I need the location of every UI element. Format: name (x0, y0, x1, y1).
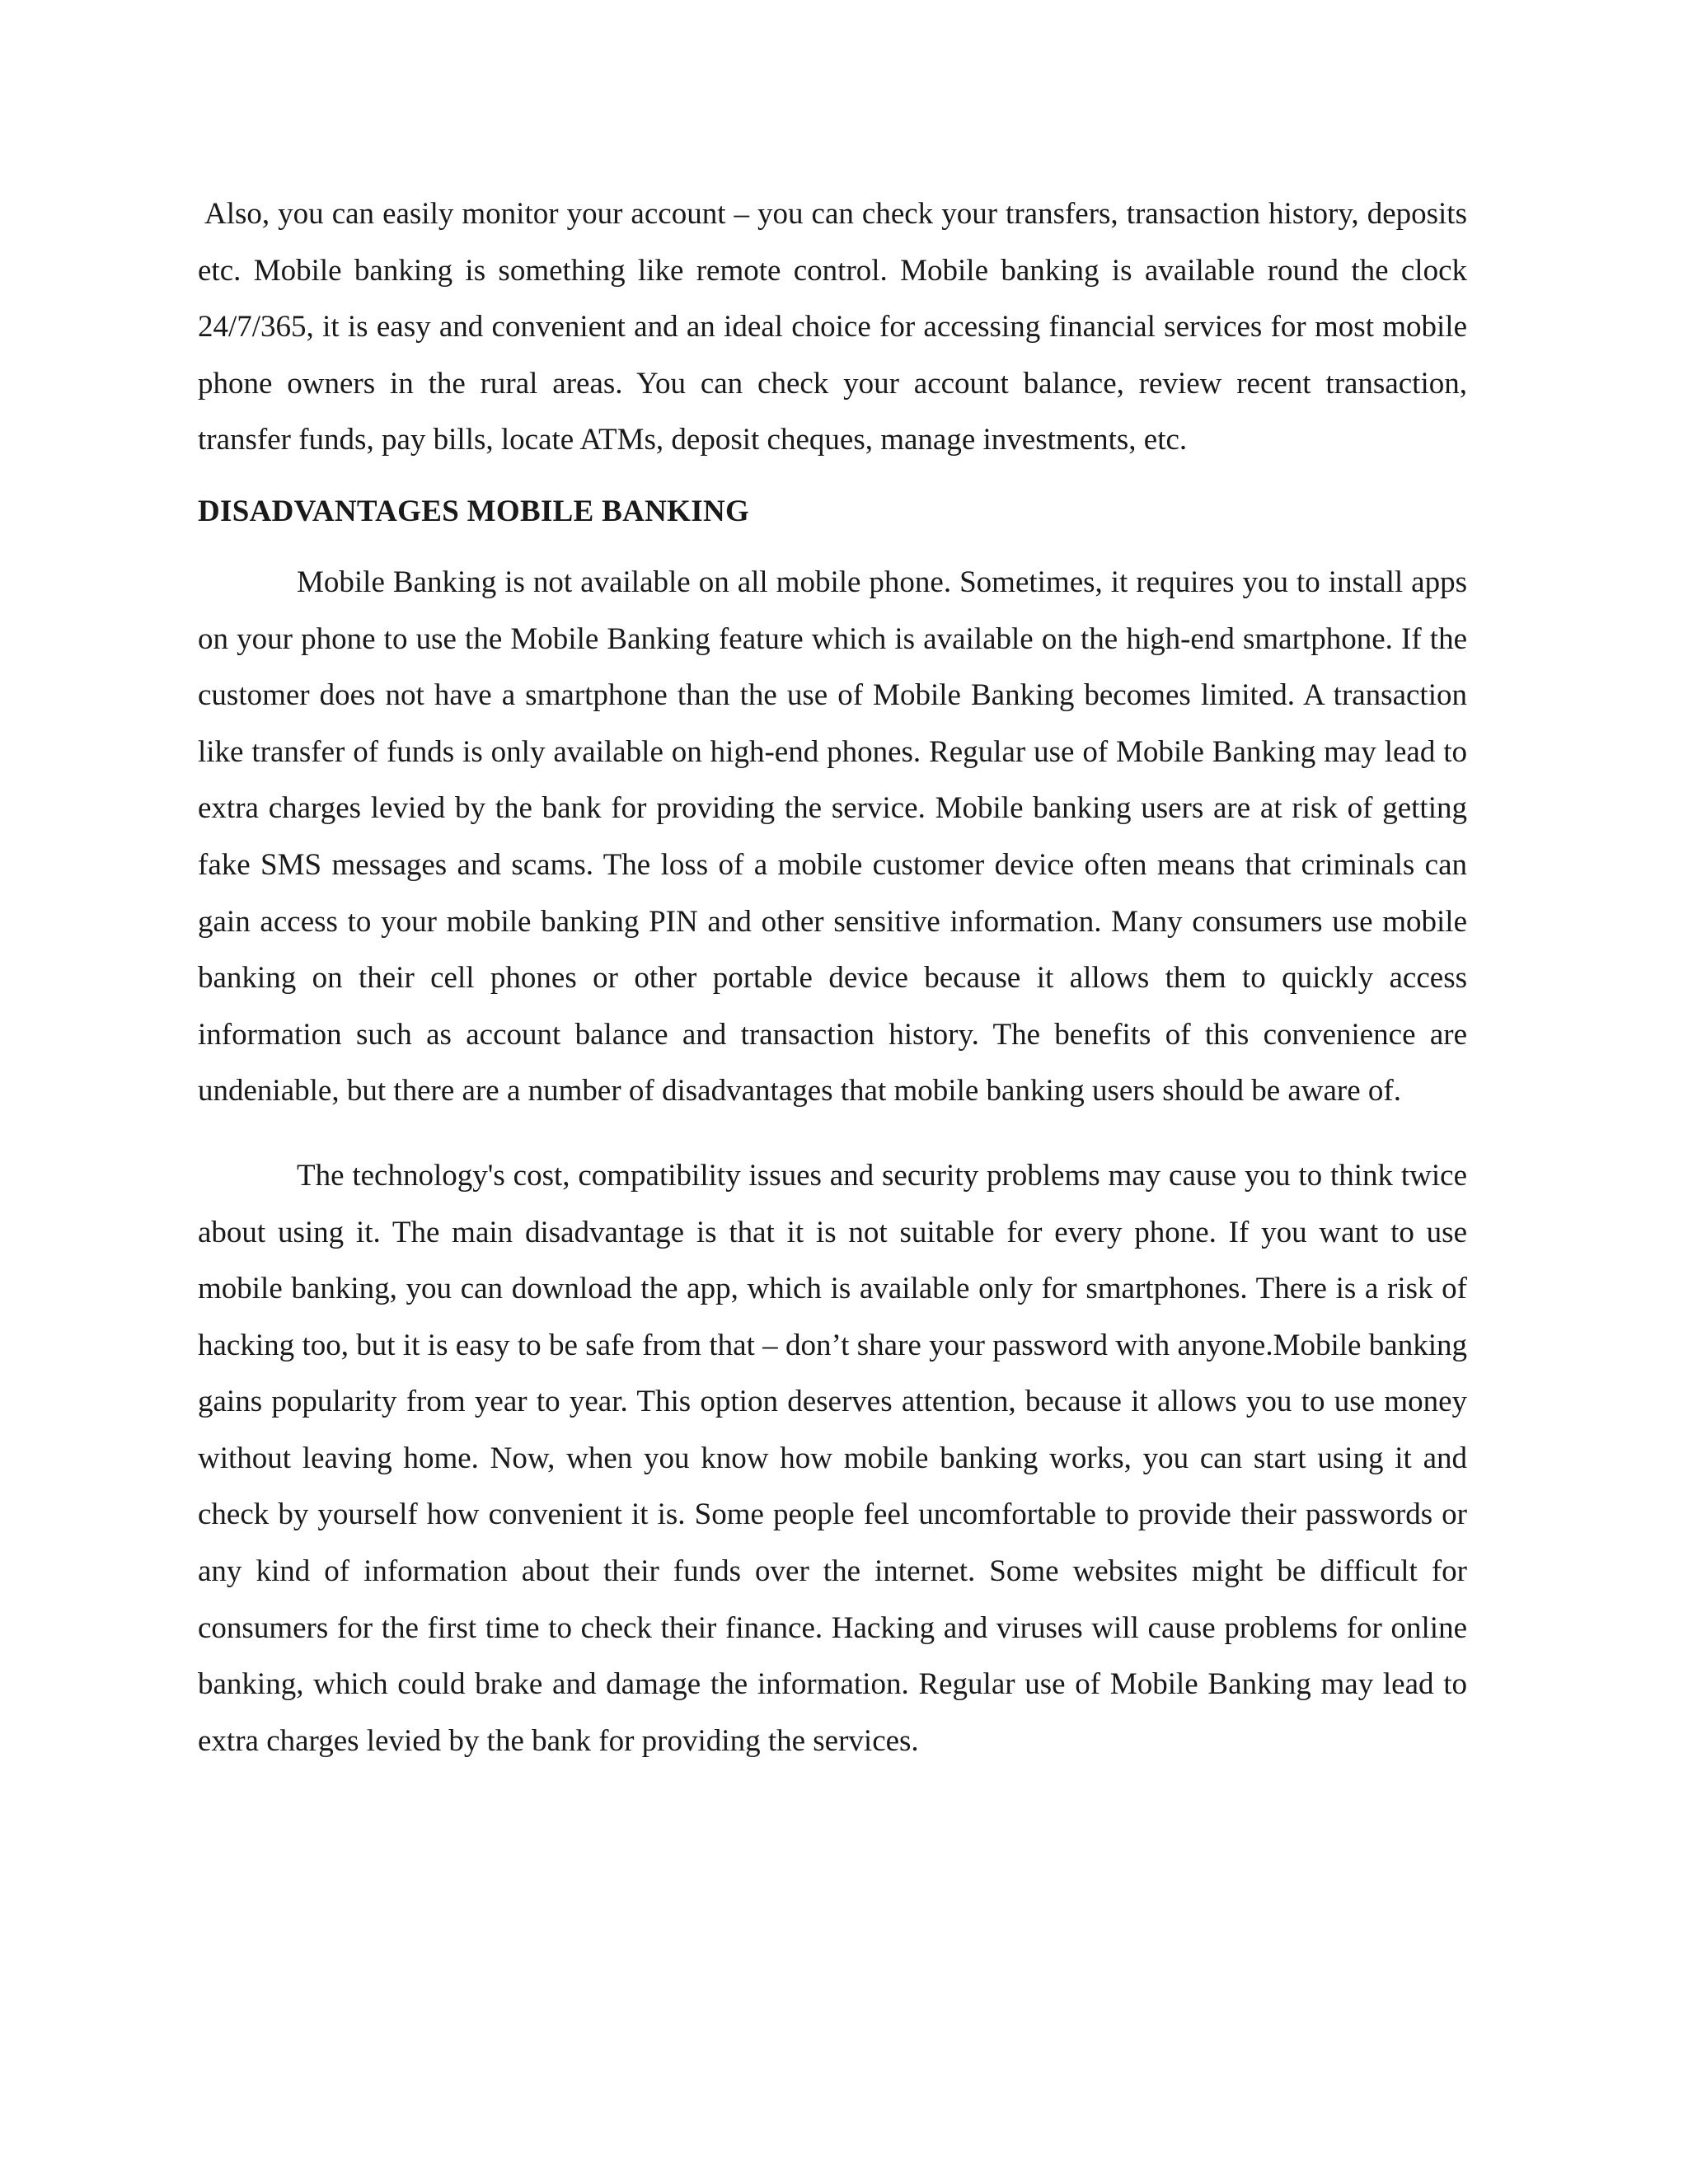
section-heading-disadvantages: DISADVANTAGES MOBILE BANKING (198, 494, 750, 528)
paragraph-intro: Also, you can easily monitor your account – you can check your transfers, transaction history, deposits etc. Mobile banking is something like remote control. Mobile banking is available round the clock 24/7/365, it is easy and convenient and an ideal choice for accessing financial services for most mobile phone owners in the rural areas. You can check your account balance, review recent transaction, transfer funds, pay bills, locate ATMs, deposit cheques, manage investments, etc. (198, 197, 1467, 457)
paragraph-disadvantages-2: The technology's cost, compatibility issues and security problems may cause you to think twice about using it. The main disadvantage is that it is not suitable for every phone. If you want to use mobile banking, you can download the app, which is available only for smartphones. There is a risk of hacking too, but it is easy to be safe from that – don’t share your password with anyone.Mobile banking gains popularity from year to year. This option deserves attention, because it allows you to use money without leaving home. Now, when you know how mobile banking works, you can start using it and check by yourself how convenient it is. Some people feel uncomfortable to provide their passwords or any kind of information about their funds over the internet. Some websites might be difficult for consumers for the first time to check their finance. Hacking and viruses will cause problems for online banking, which could brake and damage the information. Regular use of Mobile Banking may lead to extra charges levied by the bank for providing the services. (198, 1158, 1467, 1758)
paragraph-spacer (198, 1120, 1467, 1148)
paragraph-disadvantages-1: Mobile Banking is not available on all mobile phone. Sometimes, it requires you to install apps on your phone to use the Mobile Banking feature which is available on the high-end smartphone. If the customer does not have a smartphone than the use of Mobile Banking becomes limited. A transaction like transfer of funds is only available on high-end phones. Regular use of Mobile Banking may lead to extra charges levied by the bank for providing the service. Mobile banking users are at risk of getting fake SMS messages and scams. The loss of a mobile customer device often means that criminals can gain access to your mobile banking PIN and other sensitive information. Many consumers use mobile banking on their cell phones or other portable device because it allows them to quickly access information such as account balance and transaction history. The benefits of this convenience are undeniable, but there are a number of disadvantages that mobile banking users should be aware of. (198, 565, 1467, 1108)
document-body (198, 186, 1467, 1769)
